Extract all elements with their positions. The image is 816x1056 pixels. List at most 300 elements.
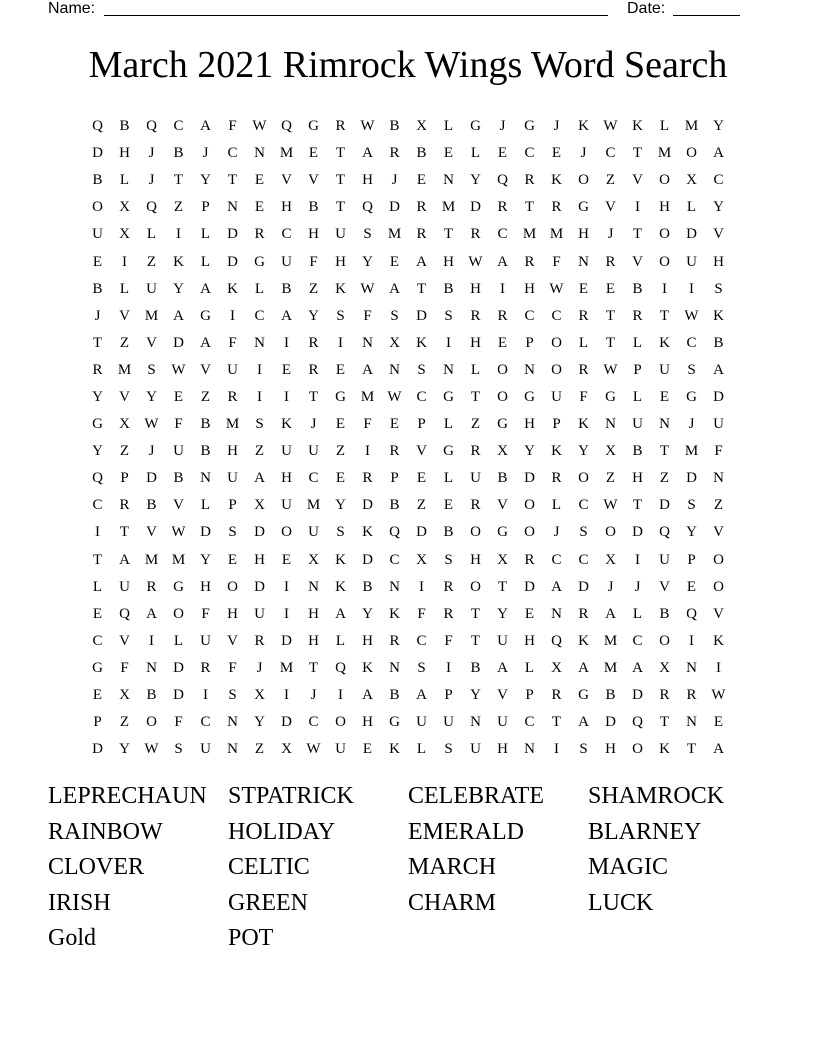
grid-letter: V (605, 199, 616, 216)
grid-letter: H (119, 145, 130, 162)
grid-letter: F (363, 307, 372, 324)
grid-letter: L (92, 578, 103, 595)
grid-letter: O (470, 524, 481, 541)
grid-letter: L (200, 253, 211, 270)
grid-letter: N (524, 361, 535, 378)
grid-letter: J (256, 659, 263, 676)
grid-letter: S (147, 361, 156, 378)
grid-letter: E (551, 145, 562, 162)
grid-letter: S (336, 524, 345, 541)
word-list-item: LEPRECHAUN (48, 783, 207, 809)
grid-letter: O (686, 145, 697, 162)
grid-letter: H (281, 470, 292, 487)
grid-letter: N (308, 578, 319, 595)
grid-letter: O (578, 172, 589, 189)
grid-letter: H (254, 551, 265, 568)
grid-letter: J (634, 578, 641, 595)
word-list-item: RAINBOW (48, 818, 163, 845)
grid-letter: U (686, 253, 697, 270)
grid-letter: D (524, 470, 535, 487)
grid-letter: U (92, 226, 103, 243)
word-list-item: CLOVER (48, 854, 144, 881)
grid-letter: I (338, 687, 343, 704)
grid-letter: F (174, 714, 183, 731)
grid-letter: L (470, 145, 481, 162)
grid-letter: G (578, 687, 589, 704)
grid-letter: E (92, 253, 103, 270)
grid-letter: O (659, 172, 670, 189)
grid-letter: C (632, 632, 643, 649)
grid-letter: V (632, 253, 643, 270)
grid-letter: Y (92, 443, 103, 460)
grid-letter: V (119, 388, 130, 405)
word-list (48, 780, 768, 958)
grid-letter: R (92, 361, 103, 378)
grid-letter: L (659, 118, 670, 135)
grid-letter: F (579, 388, 588, 405)
grid-letter: T (659, 443, 670, 460)
grid-letter: B (632, 280, 643, 297)
grid-letter: V (497, 497, 508, 514)
grid-letter: J (553, 118, 560, 135)
grid-letter: B (443, 280, 454, 297)
grid-letter: C (227, 145, 238, 162)
grid-letter: P (552, 416, 561, 433)
grid-letter: N (389, 659, 400, 676)
grid-letter: A (713, 361, 724, 378)
grid-letter: T (605, 334, 616, 351)
grid-letter: K (362, 659, 373, 676)
grid-letter: J (607, 578, 614, 595)
grid-letter: H (632, 470, 643, 487)
grid-letter: L (146, 226, 157, 243)
grid-letter: U (659, 361, 670, 378)
grid-letter: C (308, 714, 319, 731)
grid-letter: E (416, 172, 427, 189)
grid-letter: E (173, 388, 184, 405)
grid-letter: K (389, 741, 400, 758)
grid-letter: X (389, 334, 400, 351)
grid-letter: I (176, 226, 181, 243)
grid-letter: O (632, 741, 643, 758)
grid-letter: F (444, 632, 453, 649)
grid-letter: H (578, 226, 589, 243)
grid-letter: N (254, 334, 265, 351)
grid-letter: R (254, 632, 265, 649)
grid-letter: C (524, 145, 535, 162)
grid-letter: Y (713, 199, 724, 216)
grid-letter: Y (470, 172, 481, 189)
grid-letter: I (95, 524, 100, 541)
grid-letter: E (443, 145, 454, 162)
grid-letter: B (281, 280, 292, 297)
grid-letter: V (713, 605, 724, 622)
grid-letter: Y (713, 118, 724, 135)
grid-letter: A (713, 741, 724, 758)
word-list-item: SHAMROCK (588, 783, 725, 809)
grid-letter: L (119, 280, 130, 297)
grid-letter: H (470, 280, 481, 297)
grid-letter: C (551, 551, 562, 568)
grid-letter: V (281, 172, 292, 189)
grid-letter: E (92, 605, 103, 622)
grid-letter: U (173, 443, 184, 460)
grid-letter: Z (119, 443, 130, 460)
grid-letter: L (578, 334, 589, 351)
grid-letter: I (257, 388, 262, 405)
grid-letter: I (284, 578, 289, 595)
grid-letter: Y (524, 443, 535, 460)
grid-letter: S (417, 361, 426, 378)
grid-letter: X (254, 497, 265, 514)
grid-letter: G (254, 253, 265, 270)
grid-letter: T (173, 172, 184, 189)
grid-letter: A (497, 659, 508, 676)
grid-letter: J (148, 145, 155, 162)
grid-letter: R (389, 145, 400, 162)
grid-letter: G (497, 416, 508, 433)
grid-letter: J (148, 443, 155, 460)
grid-letter: Q (92, 118, 103, 135)
grid-letter: E (443, 497, 454, 514)
grid-letter: H (362, 632, 373, 649)
date-label: Date: (627, 0, 666, 17)
grid-letter: P (444, 687, 453, 704)
grid-letter: K (713, 307, 724, 324)
grid-letter: K (551, 172, 562, 189)
grid-letter: Z (173, 199, 184, 216)
grid-letter: I (149, 632, 154, 649)
grid-letter: Y (686, 524, 697, 541)
grid-letter: F (228, 659, 237, 676)
grid-letter: O (713, 578, 724, 595)
grid-letter: R (524, 551, 535, 568)
grid-letter: L (443, 416, 454, 433)
grid-letter: T (605, 307, 616, 324)
grid-letter: N (686, 714, 697, 731)
grid-letter: H (443, 253, 454, 270)
grid-letter: E (497, 145, 508, 162)
grid-letter: X (119, 199, 130, 216)
grid-letter: B (146, 687, 157, 704)
name-label: Name: (48, 0, 96, 17)
grid-letter: Z (119, 714, 130, 731)
grid-letter: D (254, 524, 265, 541)
grid-letter: C (92, 632, 103, 649)
grid-letter: S (579, 741, 588, 758)
grid-letter: O (524, 497, 535, 514)
grid-letter: K (281, 416, 292, 433)
grid-letter: D (92, 741, 103, 758)
grid-letter: A (146, 605, 157, 622)
word-list-item: MAGIC (588, 854, 669, 881)
grid-letter: A (362, 361, 373, 378)
grid-letter: U (416, 714, 427, 731)
word-list-item: CHARM (408, 889, 497, 916)
grid-letter: B (173, 145, 184, 162)
grid-letter: X (605, 443, 616, 460)
grid-letter: D (362, 497, 373, 514)
grid-letter: D (524, 578, 535, 595)
grid-letter: P (525, 687, 534, 704)
grid-letter: E (254, 172, 265, 189)
grid-letter: N (362, 334, 373, 351)
grid-letter: Y (254, 714, 265, 731)
grid-letter: U (335, 226, 346, 243)
grid-letter: I (257, 361, 262, 378)
grid-letter: Z (605, 470, 616, 487)
grid-letter: O (281, 524, 292, 541)
grid-letter: R (578, 605, 589, 622)
grid-letter: E (281, 551, 292, 568)
grid-letter: C (686, 334, 697, 351)
grid-letter: R (551, 687, 562, 704)
grid-letter: O (92, 199, 103, 216)
word-list-item: IRISH (48, 889, 111, 916)
grid-letter: R (470, 497, 481, 514)
grid-letter: M (279, 145, 294, 162)
grid-letter: H (227, 605, 238, 622)
grid-letter: O (605, 524, 616, 541)
grid-letter: O (659, 253, 670, 270)
grid-letter: I (689, 632, 694, 649)
grid-letter: O (470, 578, 481, 595)
grid-letter: Q (659, 524, 670, 541)
grid-letter: J (688, 416, 695, 433)
grid-letter: G (443, 388, 454, 405)
grid-letter: B (389, 118, 400, 135)
grid-letter: E (335, 361, 346, 378)
grid-letter: C (524, 714, 535, 731)
grid-letter: O (173, 605, 184, 622)
grid-letter: U (551, 388, 562, 405)
grid-letter: U (200, 632, 211, 649)
grid-letter: W (306, 741, 321, 758)
grid-letter: C (578, 551, 589, 568)
grid-letter: H (308, 226, 319, 243)
grid-letter: K (362, 524, 373, 541)
grid-letter: N (551, 605, 562, 622)
grid-letter: D (416, 524, 427, 541)
grid-letter: G (470, 118, 481, 135)
grid-letter: L (632, 334, 643, 351)
grid-letter: R (389, 632, 400, 649)
grid-letter: V (173, 497, 184, 514)
grid-letter: W (144, 416, 159, 433)
grid-letter: R (605, 253, 616, 270)
grid-letter: Y (578, 443, 589, 460)
grid-letter: E (92, 687, 103, 704)
grid-letter: N (686, 659, 697, 676)
grid-letter: A (254, 470, 265, 487)
grid-letter: Y (146, 388, 157, 405)
grid-letter: Z (308, 280, 319, 297)
grid-letter: K (659, 334, 670, 351)
grid-letter: X (551, 659, 562, 676)
grid-letter: W (549, 280, 564, 297)
grid-letter: R (254, 226, 265, 243)
grid-letter: S (336, 307, 345, 324)
page-title: March 2021 Rimrock Wings Word Search (88, 44, 728, 86)
grid-letter: H (524, 416, 535, 433)
grid-letter: U (470, 470, 481, 487)
grid-letter: B (92, 172, 103, 189)
grid-letter: H (470, 551, 481, 568)
grid-letter: A (416, 687, 427, 704)
grid-letter: H (713, 253, 724, 270)
grid-letter: U (281, 497, 292, 514)
grid-letter: R (470, 307, 481, 324)
grid-letter: Z (254, 443, 265, 460)
grid-letter: L (119, 172, 130, 189)
grid-letter: L (686, 199, 697, 216)
grid-letter: A (200, 118, 211, 135)
grid-letter: I (446, 334, 451, 351)
grid-letter: Z (659, 470, 670, 487)
grid-letter: C (605, 145, 616, 162)
grid-letter: G (92, 416, 103, 433)
grid-letter: C (497, 226, 508, 243)
grid-letter: A (200, 280, 211, 297)
grid-letter: U (335, 741, 346, 758)
grid-letter: W (360, 280, 375, 297)
grid-letter: W (603, 497, 618, 514)
grid-letter: Y (200, 172, 211, 189)
grid-letter: M (387, 226, 402, 243)
grid-letter: N (389, 361, 400, 378)
grid-letter: L (200, 226, 211, 243)
grid-letter: D (227, 226, 238, 243)
grid-letter: X (497, 551, 508, 568)
grid-letter: B (470, 659, 481, 676)
grid-letter: S (174, 741, 183, 758)
grid-letter: U (659, 551, 670, 568)
grid-letter: B (200, 416, 211, 433)
grid-letter: P (201, 199, 210, 216)
grid-letter: J (499, 118, 506, 135)
grid-letter: E (713, 714, 724, 731)
grid-letter: M (144, 551, 159, 568)
word-list-item: GREEN (228, 889, 308, 916)
grid-letter: Q (362, 199, 373, 216)
grid-letter: K (389, 605, 400, 622)
grid-letter: T (470, 632, 481, 649)
grid-letter: M (306, 497, 321, 514)
grid-letter: I (554, 741, 559, 758)
grid-letter: Y (335, 497, 346, 514)
grid-letter: G (497, 524, 508, 541)
grid-letter: J (607, 226, 614, 243)
grid-letter: O (497, 388, 508, 405)
grid-letter: Y (362, 253, 373, 270)
grid-letter: K (632, 118, 643, 135)
grid-letter: N (227, 714, 238, 731)
grid-letter: B (659, 605, 670, 622)
grid-letter: R (389, 443, 400, 460)
grid-letter: P (417, 416, 426, 433)
grid-letter: T (119, 524, 130, 541)
grid-letter: X (686, 172, 697, 189)
grid-letter: Y (200, 551, 211, 568)
grid-letter: J (148, 172, 155, 189)
grid-letter: R (470, 443, 481, 460)
grid-letter: D (686, 470, 697, 487)
grid-letter: P (525, 334, 534, 351)
grid-letter: W (468, 253, 483, 270)
grid-letter: N (146, 659, 157, 676)
grid-letter: N (200, 470, 211, 487)
grid-letter: H (524, 632, 535, 649)
grid-letter: B (119, 118, 130, 135)
grid-letter: C (389, 551, 400, 568)
grid-letter: R (497, 307, 508, 324)
grid-letter: T (632, 497, 643, 514)
grid-letter: A (578, 659, 589, 676)
grid-letter: K (227, 280, 238, 297)
grid-letter: K (713, 632, 724, 649)
grid-letter: K (551, 443, 562, 460)
grid-letter: D (200, 524, 211, 541)
grid-letter: H (281, 199, 292, 216)
grid-letter: J (553, 524, 560, 541)
grid-letter: U (308, 443, 319, 460)
grid-letter: R (416, 226, 427, 243)
grid-letter: N (659, 416, 670, 433)
grid-letter: R (119, 497, 130, 514)
grid-letter: K (335, 551, 346, 568)
grid-letter: A (281, 307, 292, 324)
grid-letter: H (335, 253, 346, 270)
grid-letter: B (92, 280, 103, 297)
grid-letter: T (497, 578, 508, 595)
grid-letter: L (632, 605, 643, 622)
grid-letter: V (146, 524, 157, 541)
grid-letter: H (308, 632, 319, 649)
grid-letter: U (713, 416, 724, 433)
grid-letter: T (335, 145, 346, 162)
grid-letter: L (443, 470, 454, 487)
grid-letter: E (227, 551, 238, 568)
grid-letter: L (200, 497, 211, 514)
grid-letter: H (362, 714, 373, 731)
grid-letter: O (497, 361, 508, 378)
grid-letter: D (659, 497, 670, 514)
grid-letter: L (416, 741, 427, 758)
grid-letter: C (254, 307, 265, 324)
grid-letter: T (416, 280, 427, 297)
grid-letter: O (551, 361, 562, 378)
grid-letter: T (659, 307, 670, 324)
grid-letter: Y (470, 687, 481, 704)
grid-letter: S (390, 307, 399, 324)
grid-letter: C (308, 470, 319, 487)
grid-letter: T (443, 226, 454, 243)
grid-letter: D (389, 199, 400, 216)
grid-letter: U (497, 714, 508, 731)
grid-letter: O (578, 470, 589, 487)
grid-letter: B (173, 470, 184, 487)
grid-letter: K (173, 253, 184, 270)
grid-letter: N (254, 145, 265, 162)
grid-letter: E (389, 416, 400, 433)
grid-letter: T (524, 199, 535, 216)
grid-letter: D (281, 632, 292, 649)
grid-letter: J (202, 145, 209, 162)
grid-letter: D (416, 307, 427, 324)
grid-letter: O (659, 632, 670, 649)
grid-letter: M (171, 551, 186, 568)
grid-letter: V (119, 307, 130, 324)
